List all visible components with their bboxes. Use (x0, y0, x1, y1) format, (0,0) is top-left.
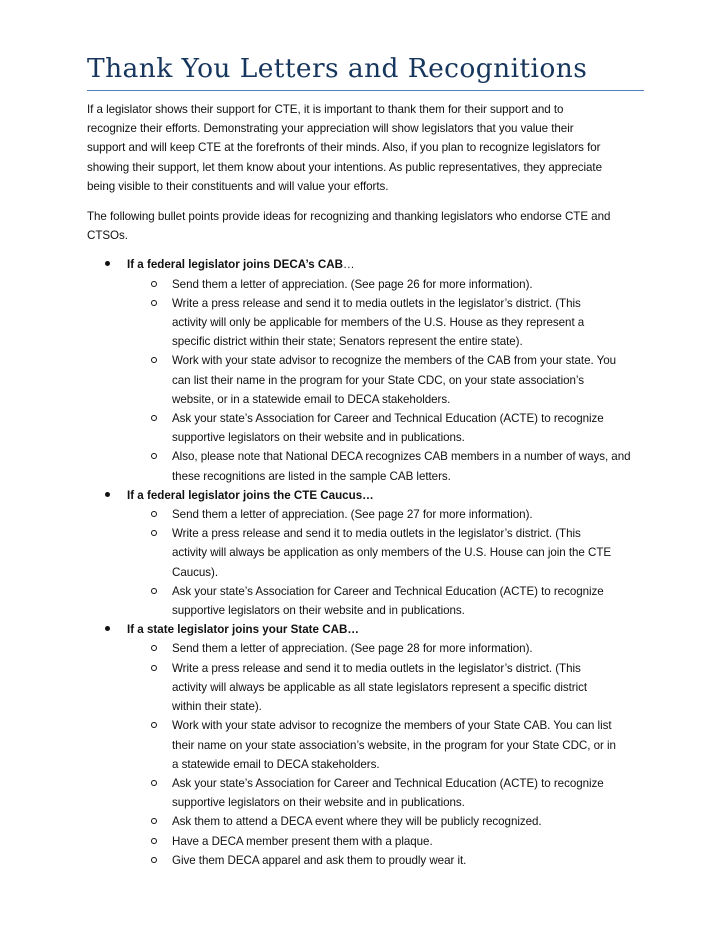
text-line: can list their name in the program for your State CDC, on your state association’s (172, 373, 584, 387)
bullet-circle-icon (151, 838, 157, 844)
text-line: Have a DECA member present them with a plaque. (172, 834, 433, 848)
bullet-circle-icon (151, 645, 157, 651)
sub-list-item (127, 447, 654, 485)
text-line: Also, please note that National DECA recognizes CAB members in a number of ways, and (172, 450, 631, 464)
section-heading: If a state legislator joins your State CAB… (127, 623, 359, 637)
sub-list-item (127, 851, 654, 870)
sub-list-item (127, 294, 654, 352)
section-heading-suffix: … (343, 258, 355, 272)
text-line: supportive legislators on their website and in publications. (172, 431, 465, 445)
bullet-circle-icon (151, 281, 157, 287)
bullet-circle-icon (151, 665, 157, 671)
text-line: Write a press release and send it to media outlets in the legislator’s district. (This (172, 296, 581, 310)
sub-list-item (127, 351, 654, 409)
text-line: The following bullet points provide ideas for recognizing and thanking legislators who endorse CTE and (87, 210, 611, 224)
section-bullet (87, 486, 654, 620)
bullet-circle-icon (151, 300, 157, 306)
sub-list (127, 275, 654, 486)
sub-list-item (127, 639, 654, 658)
section-bullet (87, 255, 654, 485)
sub-list-item (127, 774, 654, 812)
text-line: Send them a letter of appreciation. (See page 27 for more information). (172, 508, 533, 522)
text-line: activity will always be application as only members of the U.S. House can join the CTE (172, 546, 612, 560)
text-line: support and will keep CTE at the forefronts of their minds. Also, if you plan to recognize legislators for (87, 141, 601, 155)
sub-list-item (127, 582, 654, 620)
bullet-circle-icon (151, 818, 157, 824)
section-heading: If a federal legislator joins the CTE Caucus… (127, 488, 374, 502)
text-line: activity will always be applicable as all state legislators represent a specific district (172, 680, 588, 694)
text-line: activity will only be applicable for members of the U.S. House as they represent a (172, 316, 585, 330)
text-line: website, or in a statewide email to DECA stakeholders. (172, 392, 451, 406)
text-line: Ask your state’s Association for Career and Technical Education (ACTE) to recognize (172, 412, 604, 426)
text-line: Give them DECA apparel and ask them to proudly wear it. (172, 853, 467, 867)
sub-list-item (127, 505, 654, 524)
sub-list-item (127, 832, 654, 851)
text-line: CTSOs. (87, 229, 128, 243)
text-line: these recognitions are listed in the sample CAB letters. (172, 469, 451, 483)
sub-list-item (127, 524, 654, 582)
section-heading: If a federal legislator joins DECA’s CAB (127, 258, 344, 272)
intro-paragraph (87, 100, 654, 196)
text-line: Work with your state advisor to recognize the members of your State CAB. You can list (172, 719, 612, 733)
text-line: showing their support, let them know about your intentions. As public representatives, they appreciate (87, 160, 602, 174)
text-line: a statewide email to DECA stakeholders. (172, 757, 380, 771)
bullet-circle-icon (151, 453, 157, 459)
bullet-circle-icon (151, 857, 157, 863)
recognition-list (87, 255, 654, 870)
text-line: Work with your state advisor to recognize the members of the CAB from your state. You (172, 354, 617, 368)
text-line: Ask your state’s Association for Career and Technical Education (ACTE) to recognize (172, 776, 604, 790)
text-line: Ask them to attend a DECA event where they will be publicly recognized. (172, 815, 542, 829)
text-line: being visible to their constituents and will value your efforts. (87, 179, 389, 193)
sub-list-item (127, 716, 654, 774)
title-underline (87, 90, 644, 91)
page-title: Thank You Letters and Recognitions (87, 53, 588, 84)
sub-list-item (127, 275, 654, 294)
sub-list-item (127, 812, 654, 831)
text-line: specific district within their state; Senators represent the entire state). (172, 335, 523, 349)
text-line: If a legislator shows their support for CTE, it is important to thank them for their support and to (87, 103, 564, 116)
text-line: within their state). (172, 700, 262, 714)
sub-list (127, 505, 654, 620)
lead-paragraph (87, 207, 654, 245)
bullet-circle-icon (151, 357, 157, 363)
section-bullet (87, 620, 654, 870)
bullet-dot-icon (105, 492, 110, 497)
text-line: Write a press release and send it to media outlets in the legislator’s district. (This (172, 661, 581, 675)
bullet-circle-icon (151, 780, 157, 786)
sub-list-item (127, 659, 654, 717)
bullet-circle-icon (151, 530, 157, 536)
text-line: Send them a letter of appreciation. (See page 28 for more information). (172, 642, 533, 656)
bullet-circle-icon (151, 722, 157, 728)
bullet-circle-icon (151, 511, 157, 517)
text-line: Write a press release and send it to media outlets in the legislator’s district. (This (172, 527, 581, 541)
text-line: supportive legislators on their website and in publications. (172, 604, 465, 618)
bullet-circle-icon (151, 588, 157, 594)
sub-list (127, 639, 654, 869)
bullet-dot-icon (105, 626, 110, 631)
bullet-dot-icon (105, 261, 110, 266)
text-line: supportive legislators on their website and in publications. (172, 796, 465, 810)
text-line: recognize their efforts. Demonstrating your appreciation will show legislators that you value their (87, 122, 574, 136)
sub-list-item (127, 409, 654, 447)
text-line: their name on your state association’s website, in the program for your State CDC, or in (172, 738, 616, 752)
bullet-circle-icon (151, 415, 157, 421)
text-line: Send them a letter of appreciation. (See page 26 for more information). (172, 277, 533, 291)
text-line: Caucus). (172, 565, 218, 579)
text-line: Ask your state’s Association for Career and Technical Education (ACTE) to recognize (172, 584, 604, 598)
